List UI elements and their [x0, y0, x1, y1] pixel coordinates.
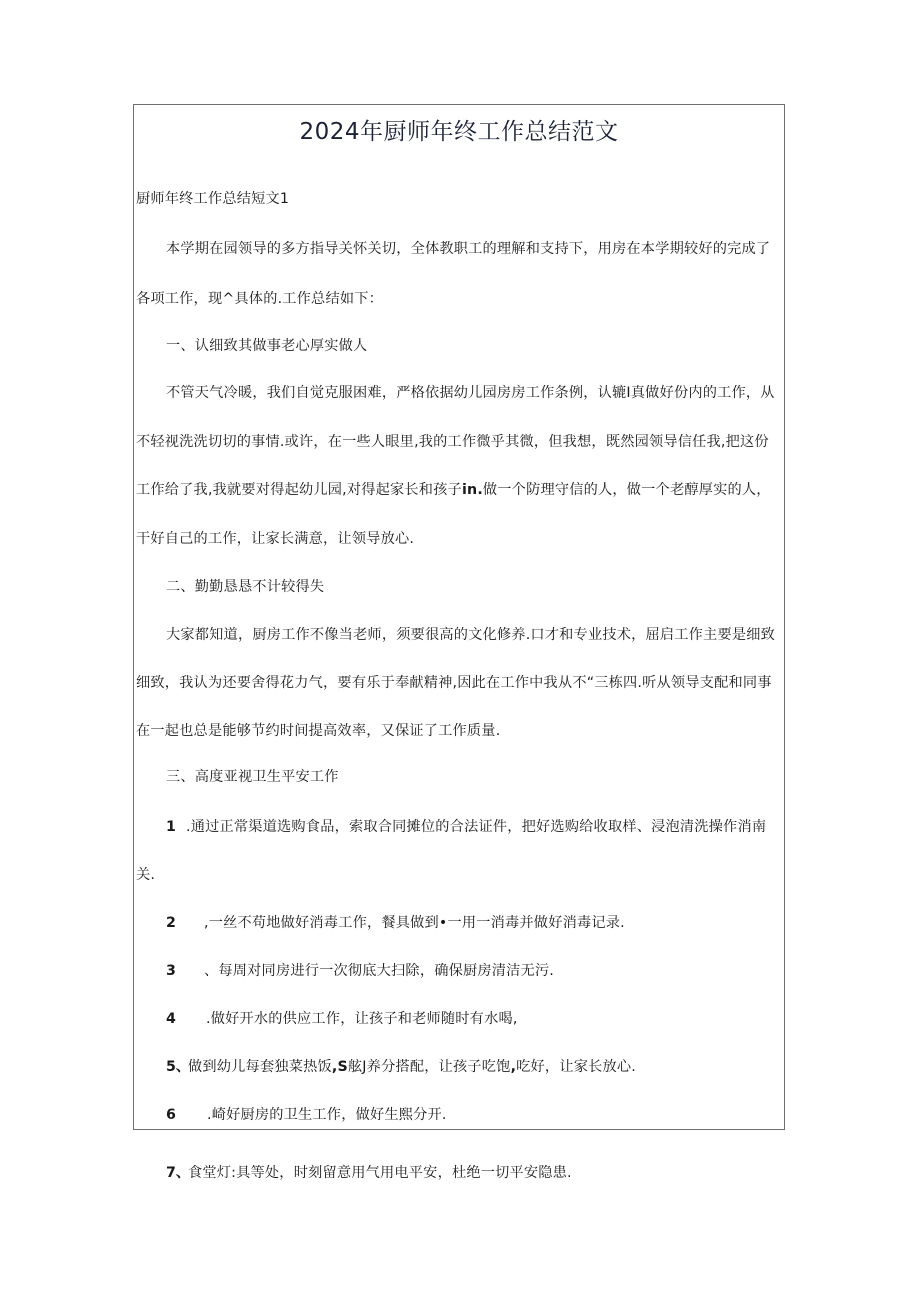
page-title: 2024年厨师年终工作总结范文: [299, 119, 619, 145]
text-span: 工作给了我,我就要对得起幼儿园,对得起家长和孩子: [136, 482, 462, 498]
list-item-text: .做好开水的供应工作，让孩子和老师随时有水喝,: [206, 1011, 518, 1027]
list-item-number: 6: [166, 1107, 176, 1123]
text-span-bold: in.: [461, 482, 483, 498]
paragraph-line: 不管天气冷暖，我们自觉克服困难，严格依据幼儿园房房工作条例，认辘I真做好份内的工作，从: [166, 385, 775, 401]
list-item-text: 、每周对同房进行一次彻底大扫除，确保厨房清洁无污.: [204, 963, 555, 979]
section-heading: 二、勤勤恳恳不计较得失: [166, 579, 325, 595]
list-item-number: 5、: [166, 1059, 191, 1075]
text-span: 吃好，让家长放心.: [516, 1059, 636, 1075]
paragraph-line: [136, 480, 771, 500]
list-item-text: ,一丝不苟地做好消毒工作，餐具做到•一用一消毒并做好消毒记录.: [204, 915, 625, 931]
list-item-text: .崎好厨房的卫生工作，做好生熙分开.: [207, 1107, 447, 1123]
list-item-text-continued: 关.: [136, 867, 156, 883]
text-span: 舷J养分搭配，让孩子吃饱: [347, 1059, 511, 1075]
paragraph-line: 在一起也总是能够节约时间提高效率，又保证了工作质量.: [136, 723, 501, 739]
section-heading: 一、认细致其做事老心厚实做人: [166, 338, 368, 354]
paragraph-line: 大家都知道，厨房工作不像当老师，须要很高的文化修养.口才和专业技术，屈启工作主要是细致: [166, 627, 775, 643]
paragraph-line: 干好自己的工作，让家长满意，让领导放心.: [136, 531, 415, 547]
text-span: 做一个防理守信的人，做一个老醇厚实的人，: [482, 482, 771, 498]
text-span: 做到幼儿每套独菜热饭: [188, 1059, 332, 1075]
list-item-text: .通过正常渠道选购食品，索取合同摊位的合法证件，把好选购给收取样、浸泡清洗操作消南: [186, 819, 767, 835]
list-item-number: 1: [166, 819, 176, 835]
intro-paragraph-line: 各项工作，现^具体的.工作总结如下：: [136, 291, 383, 307]
text-span-bold: ,: [510, 1059, 517, 1075]
paragraph-line: 细致，我认为还要舍得花力气，要有乐于奉献精神,因此在工作中我从不“三栋四.听从领导支配和同事: [136, 675, 772, 691]
list-item-text: 食堂灯:具等处，时刻留意用气用电平安，杜绝一切平安隐患.: [188, 1165, 572, 1181]
list-item-number: 2: [166, 915, 176, 931]
section-heading: 三、高度亚视卫生平安工作: [166, 769, 339, 785]
text-span-bold: ,S: [331, 1059, 348, 1075]
intro-paragraph-line: 本学期在园领导的多方指导关怀关切，全体教职工的理解和支持下，用房在本学期较好的完成了: [166, 241, 771, 257]
paragraph-line: 不轻视洗洗切切的事情.或许，在一些人眼里,我的工作微乎其微，但我想，既然园领导信任我,把这份: [136, 434, 769, 450]
list-item-text: [188, 1057, 636, 1077]
subtitle: 厨师年终工作总结短文1: [136, 191, 290, 207]
list-item-number: 4: [166, 1011, 176, 1027]
list-item-number: 3: [166, 963, 176, 979]
list-item-number: 7、: [166, 1165, 191, 1181]
